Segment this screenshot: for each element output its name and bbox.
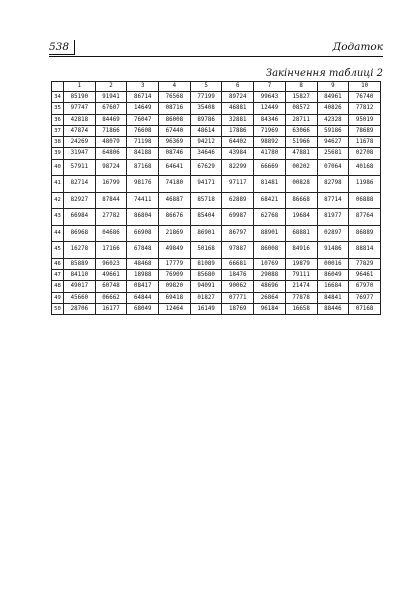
table-cell: 28706 [64,303,96,314]
table-cell: 16684 [317,281,349,292]
table-cell: 16149 [190,303,222,314]
table-cell: 84469 [95,114,127,125]
table-row [52,192,381,209]
table-cell: 86968 [64,225,96,242]
table-cell: 67607 [95,103,127,114]
table-cell: 71198 [127,137,159,148]
column-header: 2 [95,82,127,92]
column-header: 1 [64,82,96,92]
table-cell: 68049 [127,303,159,314]
table-cell: 48079 [95,137,127,148]
row-number: 44 [52,225,64,242]
table-cell: 34646 [190,148,222,159]
table-cell: 86889 [349,225,381,242]
table-cell: 87844 [95,192,127,209]
table-cell: 67970 [349,281,381,292]
table-cell: 19879 [285,258,317,269]
table-cell: 48696 [254,281,286,292]
table-cell: 63066 [285,125,317,136]
table-row [52,209,381,226]
row-number: 48 [52,281,64,292]
table-cell: 42328 [317,114,349,125]
table-body [52,92,381,315]
table-cell: 66669 [254,159,286,176]
table-cell: 91941 [95,92,127,103]
table-cell: 42818 [64,114,96,125]
table-cell: 47874 [64,125,96,136]
table-cell: 76047 [127,114,159,125]
table-cell: 40168 [349,159,381,176]
table-cell: 95019 [349,114,381,125]
table-cell: 82798 [317,176,349,193]
table-cell: 91486 [317,242,349,259]
table-cell: 46887 [159,192,191,209]
table-cell: 77878 [285,292,317,303]
table-cell: 86676 [159,209,191,226]
table-cell: 24269 [64,137,96,148]
table-row [52,303,381,314]
table-cell: 18988 [127,270,159,281]
table-cell: 84841 [317,292,349,303]
table-cell: 96369 [159,137,191,148]
row-number: 38 [52,137,64,148]
table-cell: 77812 [349,103,381,114]
row-number: 41 [52,176,64,193]
row-number: 39 [52,148,64,159]
table-cell: 87764 [349,209,381,226]
table-cell: 62768 [254,209,286,226]
row-number: 42 [52,192,64,209]
table-cell: 28711 [285,114,317,125]
table-cell: 46881 [222,103,254,114]
column-header [52,82,64,92]
table-cell: 08746 [159,148,191,159]
table-cell: 84188 [127,148,159,159]
table-cell: 67629 [190,159,222,176]
table-row [52,270,381,281]
table-row [52,176,381,193]
table-cell: 12464 [159,303,191,314]
table-row [52,225,381,242]
table-cell: 02897 [317,225,349,242]
column-header: 6 [222,82,254,92]
row-number: 46 [52,258,64,269]
table-cell: 66681 [222,258,254,269]
table-header-row [52,82,381,92]
table-cell: 74180 [159,176,191,193]
column-header: 9 [317,82,349,92]
table-cell: 21869 [159,225,191,242]
table-cell: 94091 [190,281,222,292]
table-cell: 87168 [127,159,159,176]
table-cell: 81977 [317,209,349,226]
table-cell: 96184 [254,303,286,314]
table-cell: 62889 [222,192,254,209]
row-number: 35 [52,103,64,114]
table-cell: 16658 [285,303,317,314]
table-row [52,148,381,159]
row-number: 34 [52,92,64,103]
row-number: 36 [52,114,64,125]
table-cell: 67848 [127,242,159,259]
table-cell: 26864 [254,292,286,303]
table-cell: 01827 [190,292,222,303]
table-cell: 96023 [95,258,127,269]
column-header: 5 [190,82,222,92]
table-cell: 64402 [222,137,254,148]
table-cell: 00202 [285,159,317,176]
table-cell: 17779 [159,258,191,269]
table-cell: 69418 [159,292,191,303]
table-cell: 10769 [254,258,286,269]
table-row [52,114,381,125]
table-cell: 11986 [349,176,381,193]
table-cell: 86049 [317,270,349,281]
random-numbers-table [51,81,381,315]
table-cell: 04686 [95,225,127,242]
table-cell: 08716 [159,103,191,114]
table-row [52,92,381,103]
column-header: 7 [254,82,286,92]
table-cell: 86668 [285,192,317,209]
table-cell: 48614 [190,125,222,136]
table-cell: 11678 [349,137,381,148]
table-cell: 07168 [349,303,381,314]
table-cell: 81089 [190,258,222,269]
table-cell: 00828 [285,176,317,193]
row-number: 50 [52,303,64,314]
table-cell: 77199 [190,92,222,103]
table-cell: 16799 [95,176,127,193]
row-number: 40 [52,159,64,176]
table-cell: 86714 [127,92,159,103]
table-cell: 17166 [95,242,127,259]
table-cell: 94171 [190,176,222,193]
table-cell: 98176 [127,176,159,193]
table-cell: 49849 [159,242,191,259]
table-cell: 00016 [317,258,349,269]
table-row [52,159,381,176]
table-cell: 90062 [222,281,254,292]
table-cell: 84916 [285,242,317,259]
table-cell: 45660 [64,292,96,303]
table-cell: 94627 [317,137,349,148]
column-header: 8 [285,82,317,92]
table-cell: 84961 [317,92,349,103]
table-cell: 87714 [317,192,349,209]
table-cell: 59186 [317,125,349,136]
table-cell: 19684 [285,209,317,226]
table-cell: 12449 [254,103,286,114]
running-head: Додаток [332,41,383,53]
table-cell: 71969 [254,125,286,136]
table-cell: 86797 [222,225,254,242]
table-cell: 82927 [64,192,96,209]
table-cell: 97117 [222,176,254,193]
table-cell: 07771 [222,292,254,303]
table-cell: 29088 [254,270,286,281]
table-row [52,103,381,114]
table-cell: 08417 [127,281,159,292]
table-cell: 76608 [127,125,159,136]
table-cell: 27782 [95,209,127,226]
table-cell: 81481 [254,176,286,193]
table-cell: 85718 [190,192,222,209]
table-cell: 18769 [222,303,254,314]
table-cell: 64844 [127,292,159,303]
table-cell: 17886 [222,125,254,136]
table-cell: 64806 [95,148,127,159]
table-cell: 99643 [254,92,286,103]
table-cell: 85680 [190,270,222,281]
table-cell: 82714 [64,176,96,193]
table-cell: 89724 [222,92,254,103]
row-number: 37 [52,125,64,136]
table-cell: 60748 [95,281,127,292]
table-cell: 48468 [127,258,159,269]
table-cell: 85190 [64,92,96,103]
row-number: 45 [52,242,64,259]
table-cell: 47881 [285,148,317,159]
table-cell: 57911 [64,159,96,176]
page-header [49,40,383,58]
row-number: 47 [52,270,64,281]
table-row [52,125,381,136]
table-cell: 40826 [317,103,349,114]
table-cell: 86901 [190,225,222,242]
table-cell: 08572 [285,103,317,114]
table-cell: 41780 [254,148,286,159]
table-cell: 97887 [222,242,254,259]
table-cell: 88901 [254,225,286,242]
column-header: 10 [349,82,381,92]
table-cell: 85889 [64,258,96,269]
header-rule [49,56,383,57]
table-cell: 16278 [64,242,96,259]
table-cell: 06888 [349,192,381,209]
table-cell: 50168 [190,242,222,259]
table-cell: 86008 [159,114,191,125]
table-cell: 86008 [254,242,286,259]
row-number: 43 [52,209,64,226]
table-cell: 68421 [254,192,286,209]
table-cell: 84346 [254,114,286,125]
table-cell: 07064 [317,159,349,176]
table-cell: 25681 [317,148,349,159]
table-cell: 98892 [254,137,286,148]
table-cell: 67440 [159,125,191,136]
table-cell: 85404 [190,209,222,226]
table-row [52,281,381,292]
table-row [52,258,381,269]
page-number: 538 [49,40,75,55]
table-cell: 76909 [159,270,191,281]
table-cell: 49017 [64,281,96,292]
table-cell: 18476 [222,270,254,281]
table-row [52,137,381,148]
table-cell: 21474 [285,281,317,292]
table-cell: 77829 [349,258,381,269]
table-cell: 06662 [95,292,127,303]
table-cell: 32881 [222,114,254,125]
table-cell: 86804 [127,209,159,226]
table-cell: 68881 [285,225,317,242]
table-cell: 88814 [349,242,381,259]
table-cell: 89786 [190,114,222,125]
table-cell: 15827 [285,92,317,103]
table-cell: 49661 [95,270,127,281]
table-cell: 35408 [190,103,222,114]
column-header: 3 [127,82,159,92]
table-cell: 96461 [349,270,381,281]
table-cell: 66984 [64,209,96,226]
table-cell: 51966 [285,137,317,148]
table-cell: 14649 [127,103,159,114]
table-cell: 09820 [159,281,191,292]
table-row [52,242,381,259]
table-cell: 82299 [222,159,254,176]
table-cell: 97747 [64,103,96,114]
table-cell: 79111 [285,270,317,281]
table-cell: 94212 [190,137,222,148]
row-number: 49 [52,292,64,303]
table-cell: 88446 [317,303,349,314]
table-cell: 31947 [64,148,96,159]
column-header: 4 [159,82,191,92]
table-cell: 98724 [95,159,127,176]
table-cell: 69987 [222,209,254,226]
table-cell: 76740 [349,92,381,103]
table-cell: 64641 [159,159,191,176]
table-cell: 84110 [64,270,96,281]
table-cell: 16177 [95,303,127,314]
table-row [52,292,381,303]
table-cell: 76977 [349,292,381,303]
table-cell: 43984 [222,148,254,159]
table-cell: 71866 [95,125,127,136]
table-caption: Закінчення таблиці 2 [265,68,383,79]
table-cell: 76568 [159,92,191,103]
table-cell: 66908 [127,225,159,242]
table-cell: 78689 [349,125,381,136]
table-cell: 74411 [127,192,159,209]
table-cell: 02708 [349,148,381,159]
